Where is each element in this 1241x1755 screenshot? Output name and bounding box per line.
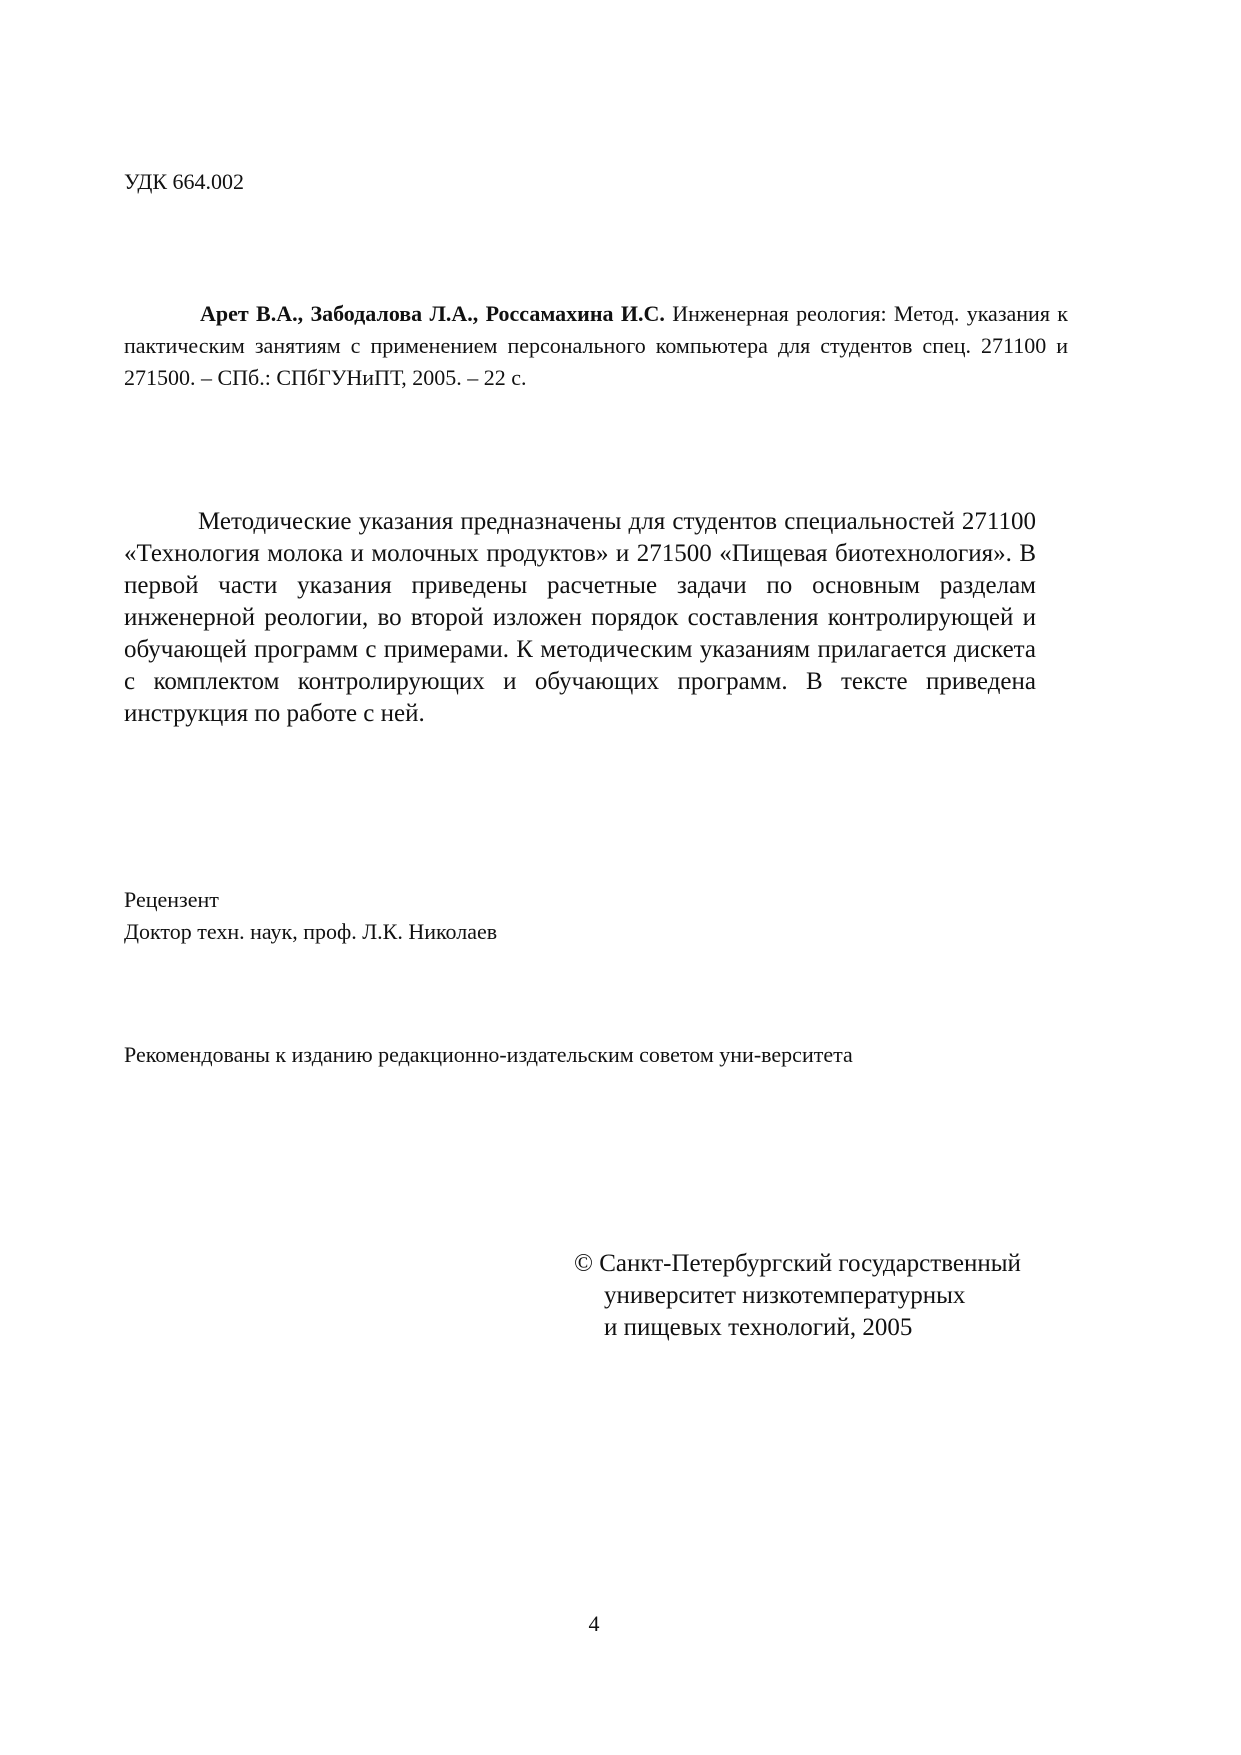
copyright-line-3: и пищевых технологий, 2005 bbox=[604, 1314, 913, 1341]
copyright-line-2: университет низкотемпературных bbox=[604, 1282, 966, 1309]
reviewer-label: Рецензент bbox=[124, 887, 219, 912]
authors: Арет В.А., Забодалова Л.А., Россамахина И.С. bbox=[200, 301, 665, 326]
bibliographic-text: Инженерная реология: Метод. указания к пактическим занятиям с применением персонального компьютера для студентов спец. 271100 и 271500. – СПб.: СПбГУНиПТ, 2005. – 22 с. bbox=[124, 301, 1068, 390]
bibliographic-description bbox=[124, 298, 1068, 394]
reviewer-block bbox=[124, 884, 497, 948]
abstract-paragraph: Методические указания предназначены для студентов специальностей 271100 «Технология молока и молочных продуктов» и 271500 «Пищевая биотехнология». В первой части указания приведены расчетные задачи по основным разделам инженерной реологии, во второй изложен порядок составления контролирующей и обучающей программ с примерами. К методическим указаниям прилагается дискета с комплектом контролирующих и обучающих программ. В тексте приведена инструкция по работе с ней. bbox=[124, 508, 1036, 727]
udk-code: УДК 664.002 bbox=[124, 169, 245, 194]
reviewer-name: Доктор техн. наук, проф. Л.К. Николаев bbox=[124, 919, 498, 944]
page-number: 4 bbox=[588, 1611, 600, 1636]
copyright-block bbox=[574, 1248, 1021, 1344]
recommendation-note: Рекомендованы к изданию редакционно-издательским советом уни-верситета bbox=[124, 1042, 853, 1067]
copyright-line-1: © Санкт-Петербургский государственный bbox=[574, 1250, 1021, 1277]
